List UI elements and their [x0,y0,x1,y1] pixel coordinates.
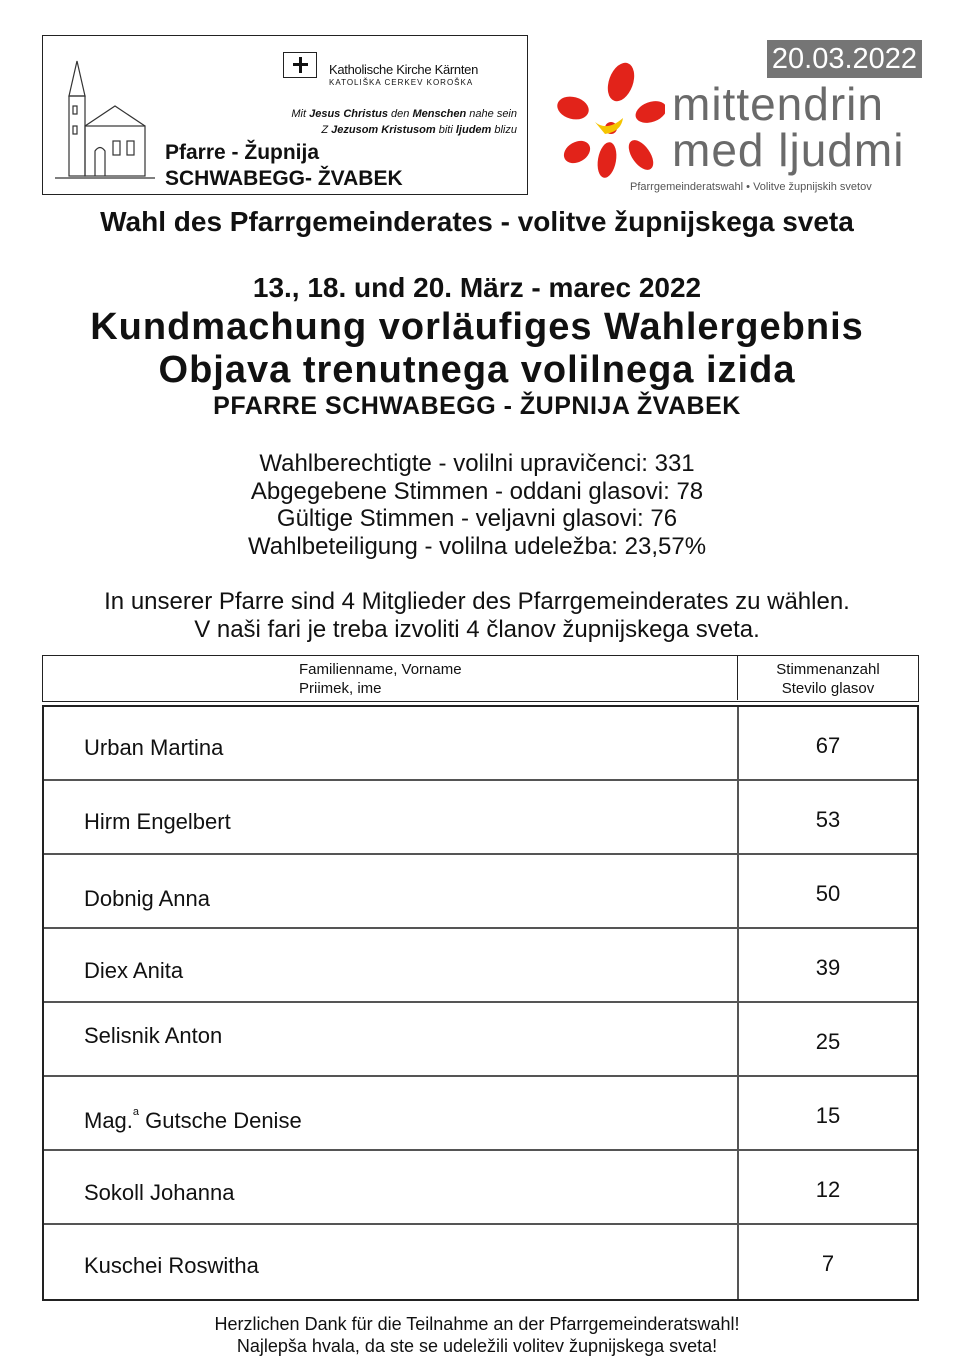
table-row [44,1225,917,1299]
kk-logo [283,52,513,92]
brand-line-2: med ljudmi [672,124,905,176]
church-icon [55,56,155,186]
parish-name: Pfarre - Župnija SCHWABEGG- ŽVABEK [165,141,403,190]
table-row [44,781,917,855]
candidate-votes: 12 [737,1151,917,1223]
info-line-2: V naši fari je treba izvoliti 4 članov župnijskega sveta. [194,616,760,643]
candidate-name: Diex Anita [84,958,184,983]
candidate-votes: 39 [737,929,917,1001]
kk-name: Katholische Kirche Kärnten [329,62,479,77]
candidate-name: Hirm Engelbert [84,809,231,834]
heading-german: Kundmachung vorläufiges Wahlergebnis [90,306,864,348]
stat-valid: Gültige Stimmen - veljavni glasovi: 76 [276,505,678,532]
candidate-votes: 53 [737,781,917,853]
table-row [44,1151,917,1225]
candidate-name: Selisnik Anton [84,1023,223,1048]
candidate-votes: 15 [737,1077,917,1149]
parish-heading: PFARRE SCHWABEGG - ŽUPNIJA ŽVABEK [213,392,741,420]
info-text [0,588,954,644]
table-row [44,1003,917,1077]
candidate-votes: 25 [737,1003,917,1075]
election-dates: 13., 18. und 20. März - marec 2022 [252,272,702,303]
stat-cast: Abgegebene Stimmen - oddani glasovi: 78 [250,477,704,505]
candidate-name: Kuschei Roswitha [84,1253,259,1278]
cross-icon [283,52,317,78]
table-row [44,707,917,781]
motto-line-2: Z Jezusom Kristusom biti ljudem blizu [321,124,517,136]
candidate-name: Mag.$^a$ Gutsche Denise [84,1106,302,1133]
parish-header-box [42,35,528,195]
stat-eligible: Wahlberechtigte - volilni upravičenci: 331 [259,450,695,477]
candidate-name: Sokoll Johanna [84,1180,235,1205]
candidate-name: Urban Martina [84,735,224,760]
brand-subtitle: Pfarrgemeinderatswahl • Volitve župnijskih svetov [630,181,872,193]
column-header-votes: Stimmenanzahl Stevilo glasov [737,656,918,700]
election-stats [0,450,954,560]
motto [291,106,517,138]
motto-line-1: Mit Jesus Christus den Menschen nahe sein [291,108,517,120]
results-table [42,705,919,1301]
brand-line-1: mittendrin [672,78,884,130]
flower-logo-icon [555,60,665,190]
candidate-votes: 7 [737,1225,917,1299]
info-line-1: In unserer Pfarre sind 4 Mitglieder des Pfarrgemeinderates zu wählen. [104,588,850,615]
stat-turnout: Wahlbeteiligung - volilna udeležba: 23,57% [247,532,707,560]
results-table-header [42,655,919,702]
heading-slovene: Objava trenutnega volilnega izida [158,349,796,391]
table-row [44,1077,917,1151]
table-row [44,929,917,1003]
footer-thanks [0,1313,954,1357]
candidate-name: Dobnig Anna [84,886,210,911]
election-title: Wahl des Pfarrgemeinderates - volitve župnijskega sveta [100,206,854,237]
column-header-name: Familienname, Vorname Priimek, ime [299,661,462,697]
footer-line-2: Najlepša hvala, da ste se udeležili volitev župnijskega sveta! [236,1336,718,1356]
kk-subtitle: KATOLIŠKA CERKEV KOROŠKA [329,78,474,87]
date-badge: 20.03.2022 [767,40,922,78]
table-row [44,855,917,929]
candidate-votes: 50 [737,855,917,927]
footer-line-1: Herzlichen Dank für die Teilnahme an der Pfarrgemeinderatswahl! [214,1314,740,1334]
candidate-votes: 67 [737,707,917,779]
